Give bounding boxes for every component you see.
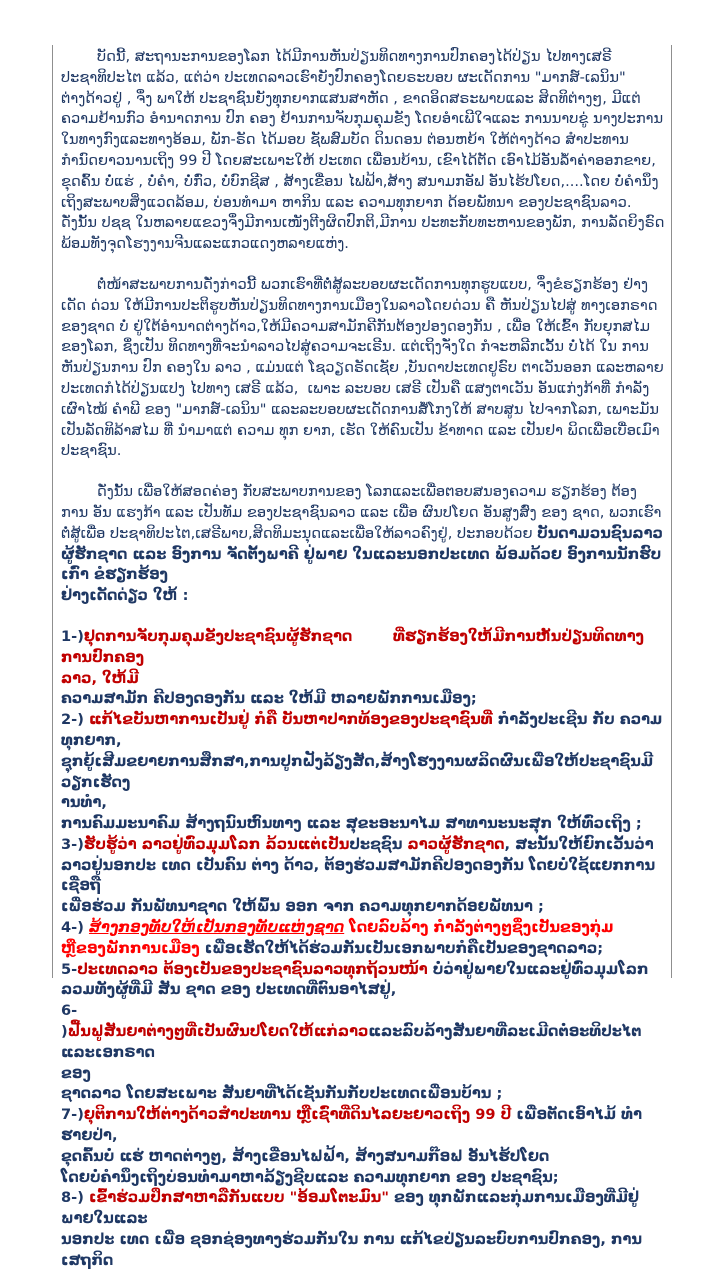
document-body	[61, 47, 665, 1272]
text-run: ແລະລົບລ້າງສັນຍາທີ່ລະເມີດຕໍ່ອະທິປະໄຕແລະເອກຣາດ	[61, 1023, 642, 1061]
text-run: 8-)	[61, 1189, 89, 1207]
text-run: 1-)	[61, 627, 84, 645]
list-item-5	[61, 960, 665, 1002]
text-run: ກຳລັງປະເຊີນ ກັບ ຄວາມທຸກຍາກ,	[61, 711, 663, 749]
text-run: , ສະນັ້ນໃຫ້ຍົກເວັ້ນວ່າ	[504, 835, 654, 853]
text-run: ບັດນີ້, ສະຖານະການຂອງໂລກ ໄດ້ມີການຫັນປ່ຽນທິດທາງການປົກຄອງໄດ້ປ່ຽນ ໄປທາງເສຣີປະຊາທິປະໄຕ ແລ້ວ, ແຕ່ວ່າ ປະເທດລາວເຮົາຍັງປົກຄອງໂດຍຣະບອບ ຜະເດັດການ "ມາກສ໌-ເລນິນ" ຕ່າງດ້າວຢູ່ , ຈຶ່ງ ພາໃຫ້ ປະຊາຊົນຍັງທຸກຍາກແສນສາຫັດ , ຂາດອິດສຣະພາບແລະ ສິດທິຕ່າງໆ, ມີແຕ່ຄວາມຢ້ານກົວ ອຳນາດການ ປົກ ຄອງ ຢ້ານການຈັບກຸມຄຸມຂັງ ໂດຍອຳເພີໃຈແລະ ການນາບຂູ່ ນາງປະການໃນທາງກົງແລະທາງອ້ອມ, ພັກ-ຣັດ ໄດ້ມອບ ຊັພສົມບັດ ດິນດອນ ຕ່ອນຫຍ້າ ໃຫ້ຕ່າງດ້າວ ສຳປະທານ ກຳນົດຍາວນານເຖິງ 99 ປີ ໂດຍສະເພາະໃຫ້ ປະເທດ ເພື່ອນບ້ານ, ເຂົາໄດ້ຕັດ ເອົາໄມ້ອັນລ້ຳຄ່າອອກຂາຍ, ຂຸດຄົ້ນ ບໍ່ແຮ່ , ບໍ່ຄຳ, ບໍ່ກົ່ວ, ບໍ່ບົກຊີສ , ສ້າງເຂື່ອນ ໄຟຟ້າ,ສ້າງ ສນາມກອັຟ ອັນໄຮ້ປໂຍດ,....ໂດຍ ບໍ່ຄຳນຶງ ເຖິງສະພາບສິ່ງແວດລ້ອມ, ບ່ອນທຳມາ ຫາກິນ ແລະ ຄວາມທຸກຍາກ ດ້ອຍພັທນາ ຂອງປະຊາຊົນລາວ. ດັ່ງນັ້ນ ປຊຊ ໃນຫລາຍແຂວງຈຶ່ງມີການເໜັງຕີງຜິດປົກຕິ,ມີການ ປະທະກັບທະຫານຂອງພັກ, ການລັດຍິງຣົດພ້ອມທັງຈຸດໂຮງງານຈີນແລະແກວແດງຫລາຍແຫ່ງ.	[61, 48, 665, 253]
paragraph-3	[61, 482, 665, 607]
text-run: ຊຸກຍູ້ເສີມຂຍາຍການສຶກສາ,ການປູກຝັງລ້ຽງສັດ,ສ້າງໂຮງງານຜລິດຜົນເພື່ອໃຫ້ປະຊາຊົນມີວຽກເຮັດງ	[61, 752, 654, 791]
text-run: 6-	[61, 1002, 78, 1020]
text-run: ນອກປະ ເທດ ເພື່ອ ຊອກຊ່ອງທາງຮ່ວມກັນໃນ ການ ແກ້ໄຂປ່ຽນລະບົບການປົກຄອງ, ການເສຖກິດ	[61, 1231, 643, 1269]
text-run: ບໍ່ວ່າຢູ່ພາຍໃນແລະຢູ່ທົ່ວມຸມໂລກ	[427, 960, 649, 978]
text-run: ການຄົມມະນາຄົມ ສ້າງຖນົນຫົນທາງ ແລະ ສຸຂະອະນາໄມ ສາທານະນະສຸກ ໃຫ້ທົ່ວເຖິງ ;	[61, 815, 642, 833]
text-run: ເພື່ອຮ່ວມ ກັນພັທນາຊາດ ໃຫ້ພົ້ນ ອອກ ຈາກ ຄວາມທຸກຍາກດ້ອຍພັທນາ ;	[61, 898, 544, 916]
text-run: ຂອງ ທຸກພັກແລະກຸ່ມການເມືອງທີ່ມີຢູ່ພາຍໃນແລະ	[61, 1189, 640, 1228]
text-run: 5-	[61, 960, 78, 978]
text-run: ານທຳ,	[61, 794, 107, 812]
text-run: ຂອງ	[61, 1064, 91, 1082]
text-run: ເຂົ້າຮ່ວມປຶກສາຫາລືກັນແບບ "ອ້ອມໂຕະມົນ"	[88, 1189, 389, 1207]
text-run: ດັ່ງນັ້ນ ເພື່ອໃຫ້ສອດຄ່ອງ ກັບສະພາບການຂອງ ໂລກແລະເພື່ອຕອບສນອງຄວາມ ຮຽກຮ້ອງ ຕ້ອງ ການ ອັນ ແຮງກ້າ ແລະ ເປັນທັມ ຂອງປະຊາຊົນລາວ ແລະ ເພື່ອ ຜົນປໂຍດ ອັນສູງສົ່ງ ຂອງ ຊາດ, ພວກເຮົາ ຕໍ່ສູ້ເພື່ອ ປະຊາທິປະໄຕ,ເສຣີພາບ,ສິດທິມະນຸດແລະເພື່ອໃຫ້ລາວຄົງຢູ່, ປະກອບດ້ວຍ	[61, 483, 667, 542]
text-run: ຂຸດຄົ້ນບໍ່ ແຮ່ ຫາດຕ່າງໆ, ສ້າງເຂື່ອນໄຟຟ້າ, ສ້າງສນາມກ໊ອຟ ອັນໄຮ້ປໂຍດ	[61, 1147, 550, 1165]
text-run: ໂດຍລົບລ້າງ ກຳລັງຕ່າງໆຊຶ່ງເປັນຂອງກຸ່ມ	[344, 919, 614, 937]
list-item-3	[61, 835, 665, 918]
list-item-8	[61, 1188, 665, 1271]
text-run: ລາວຜູ້ຮັກຊາດ	[402, 835, 505, 853]
text-run: ສ້າງກອງທັບໃຫ້ເປັນກອງທັບແຫ່ງຊາດ	[88, 919, 345, 937]
text-run: ລາວຢູ່ນອກປະ ເທດ ເປັນຄົນ ຕ່າງ ດ້າວ, ຕ້ອງຮ່ວມສາມັກຄີປອງດອງກັນ ໂດຍບໍ່ໃຊ້ແຍກການເຊື່ອຖື	[61, 856, 656, 895]
text-run: ເພື່ອຕັດເອົາໄມ້ ທຳຮາຍປ່າ,	[61, 1106, 642, 1145]
paragraph-1	[61, 47, 665, 255]
text-run: ປະເທດລາວ ຕ້ອງເປັນຂອງປະຊາຊົນລາວທຸກຖ້ວນໜ້າ	[77, 960, 428, 978]
text-run: ຄວາມສາມັກ ຄີປອງດອງກັນ ແລະ ໃຫ້ມີ ຫລາຍພັກການເມືອງ;	[61, 690, 477, 708]
text-run: ແກ້ໄຂບັນຫາການເປັນຢູ່ ກໍຄື ບັນຫາປາກທ້ອງຂອງປະຊາຊົນທີ່	[88, 711, 493, 729]
text-run: ລາວ, ໃຫ້ມີ	[61, 669, 139, 687]
paragraph-2	[61, 275, 665, 462]
list-item-4	[61, 918, 665, 960]
text-run: ປະຊຊົນ	[349, 835, 403, 853]
text-run: ຫຼືຂອງພັກການເມືອງ	[61, 939, 200, 957]
text-run: ຕໍ່ໜ້າສະພາບການດັ່ງກ່າວນີ້ ພວກເຮົາທີ່ຕໍ່ສູ້ລະບອບຜະເດັດການທຸກຮູບແບບ, ຈຶ່ງຂໍຮຽກຮ້ອງ ຢ່າງເດັດ ດ່ວນ ໃຫ້ມີການປະຕິຮູບຫັນປ່ຽນທິດທາງການເມືອງໃນລາວໂດຍດ່ວນ ຄື ຫັນປ່ຽນໄປສູ່ ທາງເອກຣາດ ຂອງຊາດ ບໍ່ ຢູ່ໃຕ້ອຳນາດຕ່າງດ້າວ,ໃຫ້ມີຄວາມສາມັກຄີກັນຕ້ອງປອງດອງກັນ , ເພື່ອ ໃຫ້ເຂົ້າ ກັບຍຸກສໄມຂອງໂລກ, ຊຶ່ງເປັນ ທິດທາງທີ່ຈະນຳລາວໄປສູ່ຄວາມຈະເຣີນ. ແຕ່ເຖິງຈັ່ງໃດ ກໍຈະຫລີກເວັ້ນ ບໍ່ໄດ້ ໃນ ການຫັນປ່ຽນການ ປົກ ຄອງໃນ ລາວ , ແມ່ນແຕ່ ໂຊວຽດຣັດເຊັຍ ,ບັນດາປະເທດຢູຣົບ ຕາເວັນອອກ ແລະຫລາຍປະເທດກໍໄດ້ປ່ຽນແປງ ໄປທາງ ເສຣີ ແລ້ວ, ເພາະ ລະບອບ ເສຣີ ເປັນຄື ແສງຕາເວັນ ອັນແກ່ງກ້າທີ່ ກຳລັງເຜົາໄໝ້ ຄຳພີ ຂອງ "ມາກສ໌-ເລນິນ" ແລະລະບອບຜະເດັດການສໍ້ໂກງໃຫ້ ສາບສູນ ໄປຈາກໂລກ, ເພາະມັນ ເປັນລັດທິລ້າສໄມ ທີ່ ນຳມາແຕ່ ຄວາມ ທຸກ ຍາກ, ເຮັດ ໃຫ້ຄົນເປັນ ຂ້າທາດ ແລະ ເປັນຢາ ພິດເພື່ອເບື່ອເມົາປະຊາຊົນ.	[61, 275, 664, 460]
text-run: ບັນດາມວນຊົນລາວຜູ້ຮັກຊາດ ແລະ ອົງການ ຈັດຕັ້ງພາຄີ ຢູ່ພາຍ ໃນແລະນອກປະເທດ ພ້ອມດ້ວຍ ອົງການນັກຮົບເກົ່າ ຂໍຮຽກຮ້ອງ	[61, 524, 663, 584]
text-run: 2-)	[61, 711, 89, 729]
text-run: ຮັບຮູ້ວ່າ ລາວຢູ່ທົ່ວມຸມໂລກ ລ້ວນແຕ່ເປັນ	[83, 835, 350, 853]
document-page	[52, 45, 672, 1269]
text-run: ຢ່າງເດັດດ່ຽວ ໃຫ້ :	[61, 587, 189, 605]
text-run: ຊາດລາວ ໂດຍສະເພາະ ສັນຍາທີ່ໄດ້ເຊັນກັນກັບປະເທດເພື່ອນບ້ານ ;	[61, 1085, 503, 1103]
text-run: ໂດຍບໍ່ຄຳນຶງເຖິງບ່ອນທຳມາຫາລ້ຽງຊີບແລະ ຄວາມທຸກຍາກ ຂອງ ປະຊາຊົນ;	[61, 1168, 559, 1186]
text-run: 7-)	[61, 1106, 84, 1124]
text-run: ລວມທັງຜູ້ທີ່ມີ ສັນ ຊາດ ຂອງ ປະເທດທີ່ຕົນອາໄສຢູ່,	[61, 981, 397, 999]
text-run: ຍຸຕິການໃຫ້ຕ່າງດ້າວສຳປະທານ ຫຼືເຊົ່າທີ່ດິນໄລຍະຍາວເຖິງ 99 ປີ	[83, 1106, 512, 1124]
text-run: ຟື້ນຟູສັນຍາຕ່າງໆທີ່ເປັນຜົນປໂຍດໃຫ້ແກ່ລາວ	[67, 1023, 369, 1041]
list-item-6	[61, 1001, 665, 1105]
text-run: )	[61, 1023, 68, 1041]
text-run: ຢຸດການຈັບກຸມຄຸມຂັງປະຊາຊົນຜູ້ຮັກຊາດ ທີ່ຮຽກຮ້ອງໃຫ້ມີການຫັນປ່ຽນທິດທາງການປົກຄອງ	[61, 627, 644, 666]
text-run: ເພື່ອເຮັດໃຫ້ໄດ້ຮ່ວມກັນເປັນເອກພາບກໍຄືເປັນຂອງຊາດລາວ;	[199, 939, 604, 957]
list-item-1	[61, 627, 665, 710]
list-item-7	[61, 1105, 665, 1188]
list-item-2	[61, 710, 665, 835]
text-run: 4-)	[61, 919, 89, 937]
text-run: 3-)	[61, 835, 84, 853]
